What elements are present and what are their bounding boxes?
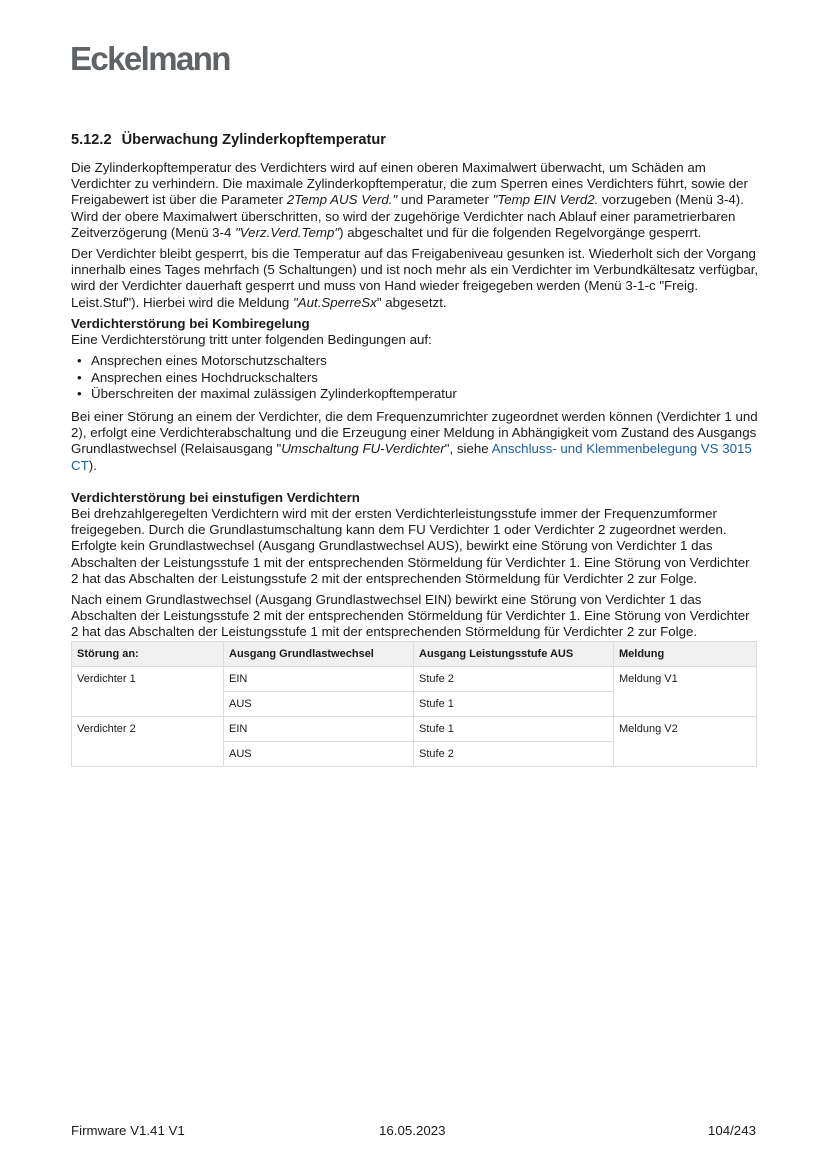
cell-stoerung: Verdichter 2 <box>72 716 224 766</box>
column-header: Störung an: <box>72 641 224 666</box>
cell-meldung: Meldung V2 <box>614 716 757 766</box>
text: Bei einer Störung an einem der Verdichter, die dem Frequenzumrichter zugeordnet werden können (Verdichter 1 und 2), erfolgt eine Verdichterabschaltung und die Erzeugung einer Meldung in Abhängigkeit vom Zustand des Ausgangs Grundlastwechsel (Relaisausgang " <box>71 409 758 457</box>
section-title-text: Überwachung Zylinderkopftemperatur <box>121 132 386 148</box>
paragraph-lock <box>71 246 759 311</box>
list-item-text: Überschreiten der maximal zulässigen Zylinderkopftemperatur <box>91 386 457 402</box>
message-name: "Aut.SperreSx <box>293 294 377 310</box>
paragraph-kombi <box>71 409 759 474</box>
column-header: Ausgang Leistungsstufe AUS <box>414 641 614 666</box>
paragraph-einstufig-2: Nach einem Grundlastwechsel (Ausgang Grundlastwechsel EIN) bewirkt eine Störung von Verdichter 1 das Abschalten der Leistungsstufe 2 mit der entsprechenden Störmeldung für Verdichter 1. Eine Störung von Verdichter 2 hat das Abschalten der Leistungsstufe 1 mit der entsprechenden Störmeldung für Verdichter 2 zur Folge. <box>71 592 750 640</box>
paragraph-einstufig-1: Bei drehzahlgeregelten Verdichtern wird mit der ersten Verdichterleistungsstufe immer der Frequenzumformer freigegeben. Durch die Grundlastumschaltung kann dem FU Verdichter 1 oder Verdichter 2 zugeordnet werden. Erfolgte kein Grundlastwechsel (Ausgang Grundlastwechsel AUS), bewirkt eine Störung von Verdichter 1 das Abschalten der Leistungsstufe 1 mit der entsprechenden Störmeldung für Verdichter 1. Eine Störung von Verdichter 2 hat das Abschalten der Leistungsstufe 2 mit der entsprechenden Störmeldung für Verdichter 2 zur Folge. <box>71 506 750 586</box>
table-row <box>72 666 757 691</box>
subheading-kombi: Verdichterstörung bei Kombiregelung <box>71 315 310 331</box>
paragraph-intro <box>71 160 759 241</box>
footer-page-number: 104/243 <box>707 1123 756 1138</box>
cell-stufe: Stufe 2 <box>414 666 614 691</box>
parameter-name: "Verz.Verd.Temp" <box>235 224 340 240</box>
cell-stufe: Stufe 1 <box>414 691 614 716</box>
text: Die Zylinderkopftemperatur des Verdichters wird auf einen oberen Maximalwert überwacht, um Schäden am Verdichter zu verhindern. Die maximale Zylinderkopftemperatur, die zum Sperren eines Verdichters führt, sowie der Freigabewert ist über die Parameter <box>71 160 748 208</box>
kombi-intro: Eine Verdichterstörung tritt unter folgenden Bedingungen auf: <box>71 332 432 348</box>
eckelmann-logo: Eckelmann <box>70 40 230 77</box>
bullet-icon: • <box>77 386 82 402</box>
cell-stufe: Stufe 2 <box>414 741 614 766</box>
page-content <box>71 131 759 767</box>
table-header-row <box>72 641 757 666</box>
spacer <box>71 479 759 490</box>
page-footer <box>71 1123 756 1138</box>
fault-table <box>71 641 757 767</box>
cell-grundlast: AUS <box>224 741 414 766</box>
text: vorzugeben (Menü 3-4). Wird der obere Maximalwert überschritten, so wird der zugehörige Verdichter nach Ablauf einer parametrierbaren Zeitverzögerung (Menü 3-4 <box>71 192 744 240</box>
footer-date: 16.05.2023 <box>379 1123 446 1138</box>
cell-meldung: Meldung V1 <box>614 666 757 716</box>
section-number: 5.12.2 <box>71 132 112 148</box>
terminal-assignment-link[interactable]: Anschluss- und Klemmenbelegung VS 3015 CT <box>71 441 752 473</box>
list-item-text: Ansprechen eines Hochdruckschalters <box>91 369 318 385</box>
list-item-text: Ansprechen eines Motorschutzschalters <box>91 353 327 369</box>
parameter-name: 2Temp AUS Verd." <box>286 192 398 208</box>
parameter-name: "Temp EIN Verd2. <box>492 192 599 208</box>
table-row <box>72 716 757 741</box>
cell-stufe: Stufe 1 <box>414 716 614 741</box>
condition-list <box>71 353 759 403</box>
list-item <box>77 370 759 387</box>
text: ) abgeschaltet und für die folgenden Regelvorgänge gesperrt. <box>339 224 702 240</box>
list-item <box>77 353 759 370</box>
subheading-einstufig: Verdichterstörung bei einstufigen Verdichtern <box>71 489 360 505</box>
column-header: Meldung <box>614 641 757 666</box>
text: und Parameter <box>397 192 493 208</box>
text: ). <box>88 457 97 473</box>
cell-stoerung: Verdichter 1 <box>72 666 224 716</box>
cell-grundlast: EIN <box>224 716 414 741</box>
bullet-icon: • <box>77 369 82 385</box>
list-item <box>77 386 759 403</box>
text: ", siehe <box>444 441 492 457</box>
section-title <box>71 131 759 149</box>
footer-firmware: Firmware V1.41 V1 <box>71 1123 185 1138</box>
text: " abgesetzt. <box>376 294 447 310</box>
text: Der Verdichter bleibt gesperrt, bis die Temperatur auf das Freigabeniveau gesunken ist. Wiederholt sich der Vorgang innerhalb eines Tages mehrfach (5 Schaltungen) und ist noch mehr als ein Verdichter im Verbundkältesatz verfügbar, wird der Verdichter dauerhaft gesperrt und muss von Hand wieder freigegeben werden (Menü 3-1-c "Freig. Leist.Stuf"). Hierbei wird die Meldung <box>71 246 759 310</box>
relay-output-name: Umschaltung FU-Verdichter <box>281 441 445 457</box>
bullet-icon: • <box>77 353 82 369</box>
cell-grundlast: AUS <box>224 691 414 716</box>
column-header: Ausgang Grundlastwechsel <box>224 641 414 666</box>
cell-grundlast: EIN <box>224 666 414 691</box>
